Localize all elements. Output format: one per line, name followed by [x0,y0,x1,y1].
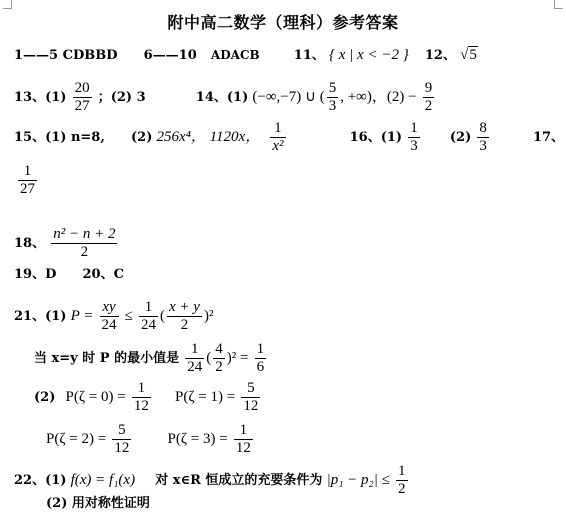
fraction-8-3: $\frac{8}{3}$ [479,120,487,154]
fraction-xpy-2: $\frac{x + y}{2}$ [169,299,200,333]
label-15: 15、(1) n=8, [14,130,105,145]
answers-15-17 [14,120,564,155]
answers-22-1 [14,463,410,498]
label-11: 11、 [293,48,325,63]
answers-18 [14,226,119,261]
answer-12: √5 [460,47,477,63]
fraction-1-2: $\frac{1}{2}$ [398,463,406,497]
answers-19-20 [14,267,124,283]
answers-21-2a [34,380,262,415]
label-17: 17、 [533,130,565,145]
corner-mark-left [3,0,12,9]
answers-21-min [34,341,268,376]
prob-zeta-1: P(ζ = 1) = [175,389,236,405]
label-13: 13、(1) [14,90,67,105]
answers-1-12 [14,47,478,64]
min-value-text: 当 x=y 时 P 的最小值是 [34,351,180,366]
fraction-5-3: $\frac{5}{3}$ [328,80,337,114]
label-21-2: (2) [34,390,56,405]
page-title: 附中高二数学（理科）参考答案 [167,13,399,32]
fraction-1-24: $\frac{1}{24}$ [141,299,157,333]
label-16: 16、(1) [349,130,403,145]
answers-1-5: 1——5 CDBBD [14,48,118,63]
fraction-1-12-a: $\frac{1}{12}$ [133,380,149,414]
fraction-xy-24: $\frac{xy}{24}$ [101,299,117,333]
answer-13-2: ；(2) 3 [97,90,146,105]
corner-mark-right [554,0,563,9]
prob-zeta-0: P(ζ = 0) = [65,389,126,405]
label-21: 21、(1) [14,309,67,324]
label-12: 12、 [424,48,456,63]
fraction-5-12-b: $\frac{5}{12}$ [114,422,130,456]
answers-21-2b [46,422,255,457]
answer-14-1a: (−∞,−7) ∪ ( [252,89,325,105]
fraction-9-2: $\frac{9}{2}$ [424,80,433,114]
label-14: 14、(1) [195,90,249,105]
prob-zeta-2: P(ζ = 2) = [46,431,107,447]
formula-p: P = [70,308,94,324]
condition-text: 对 x∈R 恒成立的充要条件为 [155,473,323,488]
answers-13-14 [14,80,436,115]
fraction-1-3: $\frac{1}{3}$ [410,120,418,154]
fraction-4-2: $\frac{4}{2}$ [215,341,223,375]
label-22: 22、(1) [14,473,67,488]
fraction-1-x2: $\frac{1}{\text{x²}}$ [272,120,284,154]
leq-sign: ≤ [124,308,133,324]
label-6-10: 6——10 [143,48,197,63]
answer-11: { x | x < −2 } [329,47,409,63]
label-18: 18、 [14,236,46,251]
prob-zeta-3: P(ζ = 3) = [167,431,228,447]
paren-close-eq: )² = [226,350,249,366]
paren-open: ( [160,308,166,324]
answer-17 [16,163,39,198]
formula-f: f(x) = f₁(x) [70,472,136,488]
abs-condition: |p₁ − p₂| ≤ [326,472,390,488]
answer-20: 20、C [82,267,124,282]
paren-close-squared: )² [203,308,214,324]
fraction-1-6: $\frac{1}{6}$ [256,341,265,375]
answers-21-1 [14,299,213,334]
answer-19: 19、D [14,267,57,282]
fraction-20-27: $\frac{20}{27}$ [74,80,90,114]
label-16-2: (2) [449,130,472,145]
fraction-1-27: $\frac{1}{27}$ [20,163,35,197]
fraction-18: $\frac{\text{n² − n + 2}}{2}$ [53,226,116,260]
fraction-1-12-b: $\frac{1}{12}$ [235,422,251,456]
answer-15-2: 256x⁴， 1120x， [156,129,261,145]
label-15-2: (2) [131,130,153,145]
answers-6-10: ADACB [210,48,260,62]
answers-22-2 [46,496,150,512]
symmetry-proof-text: (2) 用对称性证明 [46,496,150,511]
fraction-5-12-a: $\frac{5}{12}$ [243,380,259,414]
paren-open-b: ( [206,350,212,366]
fraction-1-24-b: $\frac{1}{24}$ [187,341,203,375]
answer-14-1b: , +∞)，(2) − [340,89,417,105]
